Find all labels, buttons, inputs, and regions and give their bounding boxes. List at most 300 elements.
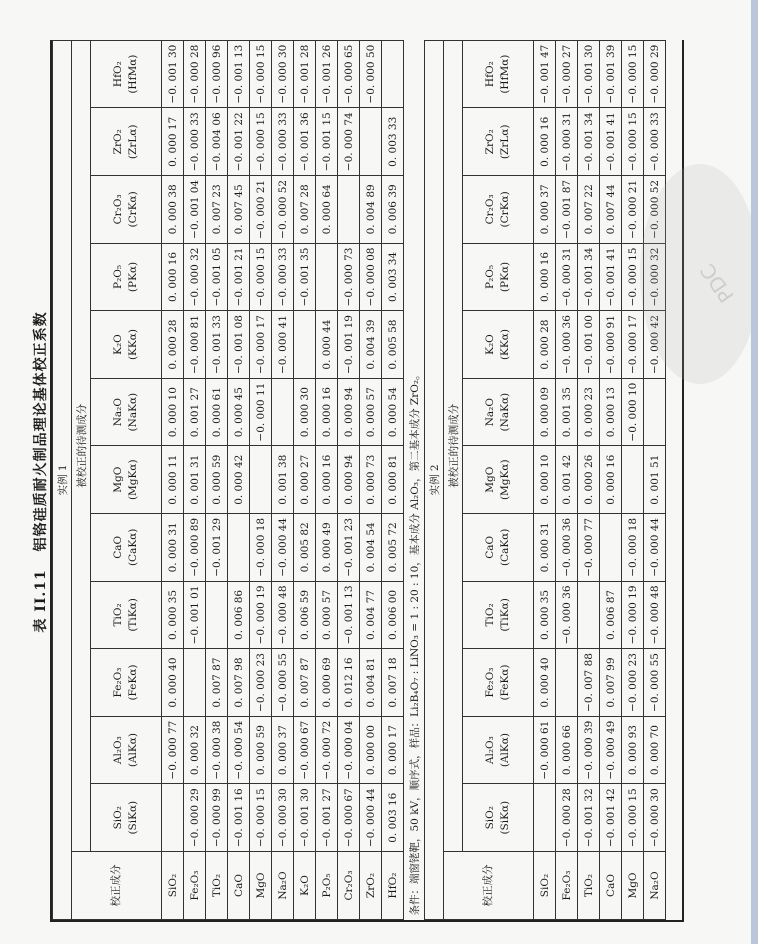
table-row (578, 40, 600, 919)
column-header (91, 716, 162, 784)
correction-coefficient-table (52, 40, 666, 920)
table-title-text: 铝铬硅质耐火制品理论基体校正系数 (33, 311, 49, 552)
coefficient-cell: −0. 000 29 (184, 784, 206, 852)
column-header (463, 108, 534, 176)
group-header: 被校正的待测成分 (444, 40, 463, 851)
coefficient-cell: 0. 000 37 (272, 716, 294, 784)
coefficient-cell: 0. 004 77 (360, 581, 382, 649)
column-analytical-line: (KKα) (127, 329, 139, 361)
coefficient-cell: 0. 000 64 (316, 176, 338, 244)
table-row (206, 40, 228, 919)
column-oxide: SiO₂ (484, 806, 496, 830)
coefficient-cell: 0. 000 40 (534, 649, 556, 717)
coefficient-cell: −0. 000 19 (250, 581, 272, 649)
coefficient-cell: −0. 001 05 (206, 243, 228, 311)
coefficient-cell: −0. 000 73 (338, 243, 360, 311)
column-analytical-line: (HfMα) (127, 54, 139, 94)
coefficient-cell: 0. 001 27 (184, 378, 206, 446)
coefficient-cell: 0. 000 57 (316, 581, 338, 649)
coefficient-cell: −0. 000 30 (272, 784, 294, 852)
row-header: Na₂O (644, 852, 666, 920)
coefficient-cell (250, 446, 272, 514)
column-oxide: Cr₂O₃ (112, 194, 124, 225)
table-row (184, 40, 206, 919)
coefficient-cell: −0. 000 33 (272, 108, 294, 176)
coefficient-cell: 0. 007 18 (382, 649, 404, 717)
column-analytical-line: (NaKα) (499, 392, 511, 432)
coefficient-cell: 0. 000 54 (382, 378, 404, 446)
coefficient-cell: 0. 001 51 (644, 446, 666, 514)
coefficient-cell: 0. 000 66 (556, 716, 578, 784)
coefficient-cell: 0. 000 10 (534, 446, 556, 514)
coefficient-cell: −0. 000 23 (622, 649, 644, 717)
coefficient-cell: −0. 000 48 (644, 581, 666, 649)
coefficient-cell: 0. 006 86 (228, 581, 250, 649)
column-header (91, 378, 162, 446)
coefficient-cell: 0. 000 23 (578, 378, 600, 446)
coefficient-cell: −0. 000 15 (622, 784, 644, 852)
coefficient-cell: 0. 004 89 (360, 176, 382, 244)
column-header-row (91, 40, 162, 919)
coefficient-cell: −0. 000 11 (250, 378, 272, 446)
conditions-note: 条件：端窗铑靶，50 kV，顺序式，样品：Li₂B₄O₇ : LiNO₃ = 1 : 20 : 10，基本成分 Al₂O₃，第二基本成分 ZrO₂。 (408, 369, 421, 916)
coefficient-cell (206, 581, 228, 649)
coefficient-cell: −0. 000 67 (338, 784, 360, 852)
coefficient-cell: −0. 007 88 (578, 649, 600, 717)
coefficient-cell: 0. 007 99 (600, 649, 622, 717)
coefficient-cell: 0. 000 93 (622, 716, 644, 784)
coefficient-cell: 0. 007 22 (578, 176, 600, 244)
coefficient-cell: −0. 000 27 (556, 40, 578, 108)
coefficient-cell: −0. 000 30 (272, 40, 294, 108)
coefficient-cell: −0. 001 16 (228, 784, 250, 852)
coefficient-cell: −0. 000 15 (250, 40, 272, 108)
coefficient-cell: −0. 001 13 (228, 40, 250, 108)
column-oxide: P₂O₅ (112, 264, 124, 289)
coefficient-cell: −0. 000 21 (250, 176, 272, 244)
coefficient-cell: −0. 000 91 (600, 311, 622, 379)
coefficient-cell: −0. 000 18 (250, 514, 272, 582)
coefficient-cell: 0. 000 45 (228, 378, 250, 446)
row-header: TiO₂ (578, 852, 600, 920)
coefficient-cell (338, 176, 360, 244)
column-analytical-line: (FeKα) (499, 664, 511, 701)
coefficient-cell: −0. 000 49 (600, 716, 622, 784)
coefficient-cell: 0. 004 39 (360, 311, 382, 379)
column-oxide: Fe₂O₃ (484, 667, 496, 698)
column-analytical-line: (SiKα) (499, 800, 511, 835)
coefficient-cell: −0. 000 44 (644, 514, 666, 582)
coefficient-cell: 0. 000 69 (316, 649, 338, 717)
column-analytical-line: (PKα) (127, 261, 139, 293)
column-oxide: ZrO₂ (484, 129, 496, 155)
coefficient-cell (272, 378, 294, 446)
column-header (463, 40, 534, 108)
coefficient-cell: −0. 000 96 (206, 40, 228, 108)
coefficient-cell (622, 446, 644, 514)
coefficient-cell: 0. 000 26 (578, 446, 600, 514)
column-oxide: Al₂O₃ (484, 736, 496, 765)
coefficient-cell: −0. 001 00 (578, 311, 600, 379)
column-header (463, 176, 534, 244)
coefficient-cell: 0. 000 40 (162, 649, 184, 717)
coefficient-cell: 0. 000 49 (316, 514, 338, 582)
row-header: K₂O (294, 852, 316, 920)
column-analytical-line: (CrKα) (127, 191, 139, 228)
column-oxide: ZrO₂ (112, 129, 124, 155)
column-header (91, 243, 162, 311)
coefficient-cell: −0. 001 30 (578, 40, 600, 108)
coefficient-cell: −0. 000 31 (556, 108, 578, 176)
example-label-row (53, 40, 72, 919)
coefficient-cell: 0. 000 17 (162, 108, 184, 176)
row-header: ZrO₂ (360, 852, 382, 920)
coefficient-cell (600, 514, 622, 582)
coefficient-cell: −0. 001 04 (184, 176, 206, 244)
coefficient-cell: −0. 001 01 (184, 581, 206, 649)
column-oxide: Al₂O₃ (112, 736, 124, 765)
column-oxide: Na₂O (112, 398, 124, 427)
coefficient-cell (184, 649, 206, 717)
coefficient-cell: −0. 000 44 (272, 514, 294, 582)
table-row (534, 40, 556, 919)
column-header (463, 514, 534, 582)
coefficient-cell: −0. 000 33 (644, 108, 666, 176)
coefficient-cell: 0. 003 16 (382, 784, 404, 852)
column-header (91, 108, 162, 176)
coefficient-cell: −0. 000 50 (360, 40, 382, 108)
column-oxide: CaO (112, 535, 124, 559)
column-oxide: P₂O₅ (484, 264, 496, 289)
watermark-text: PDC (695, 259, 739, 308)
coefficient-cell: −0. 001 32 (578, 784, 600, 852)
coefficient-cell: 0. 007 87 (294, 649, 316, 717)
coefficient-cell (556, 649, 578, 717)
coefficient-cell: −0. 000 28 (184, 40, 206, 108)
coefficient-cell: −0. 000 39 (578, 716, 600, 784)
coefficient-cell: 0. 000 38 (162, 176, 184, 244)
coefficient-cell: 0. 001 38 (272, 446, 294, 514)
column-analytical-line: (SiKα) (127, 800, 139, 835)
coefficient-cell: −0. 001 22 (228, 108, 250, 176)
coefficient-cell: −0. 000 18 (622, 514, 644, 582)
table-row (162, 40, 184, 919)
coefficient-cell: −0. 000 08 (360, 243, 382, 311)
coefficient-cell: −0. 001 21 (228, 243, 250, 311)
coefficient-cell: −0. 000 72 (316, 716, 338, 784)
coefficient-cell: −0. 000 99 (206, 784, 228, 852)
coefficient-cell: −0. 000 77 (162, 716, 184, 784)
coefficient-cell: 0. 007 23 (206, 176, 228, 244)
coefficient-cell: 0. 000 31 (534, 514, 556, 582)
column-analytical-line: (CaKα) (499, 528, 511, 567)
table-row (316, 40, 338, 919)
column-oxide: HfO₂ (112, 61, 124, 88)
coefficient-cell: −0. 000 61 (534, 716, 556, 784)
coefficient-cell (228, 514, 250, 582)
column-oxide: SiO₂ (112, 806, 124, 830)
column-analytical-line: (CrKα) (499, 191, 511, 228)
coefficient-cell: −0. 000 32 (184, 243, 206, 311)
coefficient-cell: −0. 000 15 (250, 784, 272, 852)
column-oxide: CaO (484, 535, 496, 559)
column-analytical-line: (MgKα) (127, 459, 139, 501)
coefficient-cell: −0. 000 42 (644, 311, 666, 379)
coefficient-cell: 0. 003 34 (382, 243, 404, 311)
column-header (91, 40, 162, 108)
coefficient-cell: 0. 004 81 (360, 649, 382, 717)
column-header (463, 446, 534, 514)
coefficient-cell: −0. 000 36 (556, 311, 578, 379)
coefficient-cell: −0. 000 36 (556, 581, 578, 649)
example-label-row (425, 40, 444, 919)
column-analytical-line: (MgKα) (499, 459, 511, 501)
coefficient-cell: 0. 000 35 (162, 581, 184, 649)
row-header: SiO₂ (162, 852, 184, 920)
column-header (91, 311, 162, 379)
coefficient-cell: 0. 006 39 (382, 176, 404, 244)
row-header: Fe₂O₃ (556, 852, 578, 920)
coefficient-cell: −0. 000 10 (622, 378, 644, 446)
coefficient-cell: −0. 000 19 (622, 581, 644, 649)
coefficient-cell: 0. 003 33 (382, 108, 404, 176)
table-row (360, 40, 382, 919)
coefficient-cell: −0. 000 32 (644, 243, 666, 311)
coefficient-cell: 0. 000 28 (162, 311, 184, 379)
column-oxide: MgO (484, 466, 496, 493)
column-analytical-line: (FeKα) (127, 664, 139, 701)
row-header: TiO₂ (206, 852, 228, 920)
column-oxide: TiO₂ (484, 603, 496, 627)
table-row (228, 40, 250, 919)
coefficient-cell (382, 40, 404, 108)
coefficient-cell: −0. 004 06 (206, 108, 228, 176)
column-analytical-line: (CaKα) (127, 528, 139, 567)
column-header (463, 716, 534, 784)
coefficient-cell: 0. 000 94 (338, 378, 360, 446)
coefficient-cell: 0. 007 87 (206, 649, 228, 717)
coefficient-cell: −0. 000 33 (272, 243, 294, 311)
column-header (91, 581, 162, 649)
table-row (294, 40, 316, 919)
coefficient-cell: 0. 006 59 (294, 581, 316, 649)
column-oxide: HfO₂ (484, 61, 496, 88)
coefficient-cell (162, 784, 184, 852)
coefficient-cell: −0. 000 29 (644, 40, 666, 108)
coefficient-cell: 0. 000 10 (162, 378, 184, 446)
coefficient-cell: −0. 001 35 (294, 243, 316, 311)
coefficient-cell (578, 581, 600, 649)
table-row (622, 40, 644, 919)
coefficient-cell: 0. 004 54 (360, 514, 382, 582)
row-header: Fe₂O₃ (184, 852, 206, 920)
coefficient-cell: −0. 001 08 (228, 311, 250, 379)
column-oxide: Fe₂O₃ (112, 667, 124, 698)
bottom-bar (751, 0, 758, 944)
coefficient-cell: −0. 000 31 (556, 243, 578, 311)
row-header: SiO₂ (534, 852, 556, 920)
coefficient-cell: 0. 000 31 (162, 514, 184, 582)
column-analytical-line: (KKα) (499, 329, 511, 361)
coefficient-cell: −0. 001 36 (294, 108, 316, 176)
coefficient-cell: −0. 000 15 (622, 243, 644, 311)
coefficient-cell: −0. 001 87 (556, 176, 578, 244)
row-header: Na₂O (272, 852, 294, 920)
coefficient-cell: −0. 000 21 (622, 176, 644, 244)
coefficient-cell: −0. 000 74 (338, 108, 360, 176)
coefficient-cell: −0. 000 55 (644, 649, 666, 717)
coefficient-cell: −0. 000 15 (250, 108, 272, 176)
coefficient-cell: −0. 000 17 (250, 311, 272, 379)
column-analytical-line: (ZrLα) (127, 124, 139, 160)
coefficient-cell: 0. 001 35 (556, 378, 578, 446)
coefficient-cell: −0. 001 26 (316, 40, 338, 108)
coefficient-cell: 0. 006 87 (600, 581, 622, 649)
table-row (382, 40, 404, 919)
coefficient-cell: −0. 001 23 (338, 514, 360, 582)
coefficient-cell: 0. 000 16 (316, 378, 338, 446)
coefficient-cell (316, 243, 338, 311)
coefficient-cell: −0. 000 36 (556, 514, 578, 582)
coefficient-cell: −0. 000 17 (622, 311, 644, 379)
coefficient-cell: −0. 000 65 (338, 40, 360, 108)
coefficient-cell: 0. 000 59 (250, 716, 272, 784)
coefficient-cell: −0. 000 81 (184, 311, 206, 379)
column-analytical-line: (AlKα) (499, 733, 511, 768)
coefficient-cell: 0. 000 00 (360, 716, 382, 784)
coefficient-cell: 0. 000 42 (228, 446, 250, 514)
coefficient-cell: −0. 001 33 (206, 311, 228, 379)
corner-header: 校正成分 (72, 852, 162, 920)
coefficient-cell: 0. 005 72 (382, 514, 404, 582)
coefficient-cell: 0. 000 94 (338, 446, 360, 514)
coefficient-cell: −0. 001 28 (294, 40, 316, 108)
coefficient-cell: −0. 001 39 (600, 40, 622, 108)
column-oxide: K₂O (112, 334, 124, 355)
group-header-row (444, 40, 463, 919)
column-analytical-line: (ZrLα) (499, 124, 511, 160)
coefficient-cell (360, 108, 382, 176)
column-header (463, 649, 534, 717)
column-header (463, 581, 534, 649)
coefficient-cell: 0. 005 82 (294, 514, 316, 582)
column-header-row (463, 40, 534, 919)
coefficient-cell: −0. 000 89 (184, 514, 206, 582)
coefficient-cell: −0. 001 19 (338, 311, 360, 379)
coefficient-cell: 0. 000 44 (316, 311, 338, 379)
coefficient-cell: 0. 000 16 (600, 446, 622, 514)
coefficient-cell: −0. 001 42 (600, 784, 622, 852)
coefficient-cell: −0. 000 04 (338, 716, 360, 784)
coefficient-cell: −0. 000 28 (556, 784, 578, 852)
column-oxide: MgO (112, 466, 124, 493)
coefficient-cell: −0. 001 47 (534, 40, 556, 108)
coefficient-cell: 0. 000 16 (534, 108, 556, 176)
table-row (272, 40, 294, 919)
coefficient-cell: 0. 006 00 (382, 581, 404, 649)
row-header: HfO₂ (382, 852, 404, 920)
column-header (463, 311, 534, 379)
coefficient-cell: −0. 000 30 (644, 784, 666, 852)
coefficient-cell: 0. 000 16 (162, 243, 184, 311)
coefficient-cell: −0. 001 29 (206, 514, 228, 582)
coefficient-cell: 0. 000 57 (360, 378, 382, 446)
coefficient-cell: 0. 007 28 (294, 176, 316, 244)
table-title (30, 0, 50, 944)
coefficient-cell: −0. 001 41 (600, 243, 622, 311)
coefficient-cell: 0. 007 44 (600, 176, 622, 244)
coefficient-cell: 0. 001 42 (556, 446, 578, 514)
coefficient-cell: −0. 000 52 (644, 176, 666, 244)
coefficient-cell: 0. 000 28 (534, 311, 556, 379)
coefficient-cell: −0. 000 15 (622, 108, 644, 176)
table-row (250, 40, 272, 919)
column-header (463, 784, 534, 852)
group-header-row (72, 40, 91, 919)
column-header (91, 446, 162, 514)
coefficient-cell: −0. 000 67 (294, 716, 316, 784)
row-header: MgO (622, 852, 644, 920)
coefficient-cell: −0. 000 38 (206, 716, 228, 784)
column-header (91, 514, 162, 582)
coefficient-cell: 0. 012 16 (338, 649, 360, 717)
column-analytical-line: (TiKα) (127, 598, 139, 632)
coefficient-cell: 0. 000 27 (294, 446, 316, 514)
row-header: CaO (228, 852, 250, 920)
coefficient-cell: 0. 000 17 (382, 716, 404, 784)
table-row (600, 40, 622, 919)
column-oxide: TiO₂ (112, 603, 124, 627)
column-oxide: Na₂O (484, 398, 496, 427)
coefficient-cell: −0. 000 48 (272, 581, 294, 649)
table-frame (50, 40, 684, 922)
coefficient-cell: −0. 000 52 (272, 176, 294, 244)
coefficient-cell: −0. 000 55 (272, 649, 294, 717)
row-header: P₂O₅ (316, 852, 338, 920)
coefficient-cell: 0. 000 73 (360, 446, 382, 514)
table-number: 表 II.11 (33, 569, 49, 633)
coefficient-cell: 0. 000 30 (294, 378, 316, 446)
coefficient-cell: 0. 000 61 (206, 378, 228, 446)
column-analytical-line: (AlKα) (127, 733, 139, 768)
column-analytical-line: (NaKα) (127, 392, 139, 432)
coefficient-cell: 0. 000 11 (162, 446, 184, 514)
column-analytical-line: (HfMα) (499, 54, 511, 94)
coefficient-cell: −0. 000 44 (360, 784, 382, 852)
column-header (91, 649, 162, 717)
coefficient-cell: −0. 001 15 (316, 108, 338, 176)
coefficient-cell: 0. 005 58 (382, 311, 404, 379)
coefficient-cell (534, 784, 556, 852)
coefficient-cell: 0. 000 59 (206, 446, 228, 514)
coefficient-cell: 0. 000 09 (534, 378, 556, 446)
coefficient-cell: −0. 001 34 (578, 243, 600, 311)
coefficient-cell: −0. 001 30 (162, 40, 184, 108)
column-oxide: K₂O (484, 334, 496, 355)
coefficient-cell: −0. 000 15 (250, 243, 272, 311)
coefficient-cell: 0. 000 37 (534, 176, 556, 244)
coefficient-cell: 0. 000 70 (644, 716, 666, 784)
coefficient-cell: −0. 001 27 (316, 784, 338, 852)
coefficient-cell: 0. 000 16 (534, 243, 556, 311)
coefficient-cell: 0. 000 13 (600, 378, 622, 446)
table-row (338, 40, 360, 919)
coefficient-cell: −0. 000 77 (578, 514, 600, 582)
column-oxide: Cr₂O₃ (484, 194, 496, 225)
coefficient-cell (294, 311, 316, 379)
column-header (91, 784, 162, 852)
coefficient-cell (644, 378, 666, 446)
